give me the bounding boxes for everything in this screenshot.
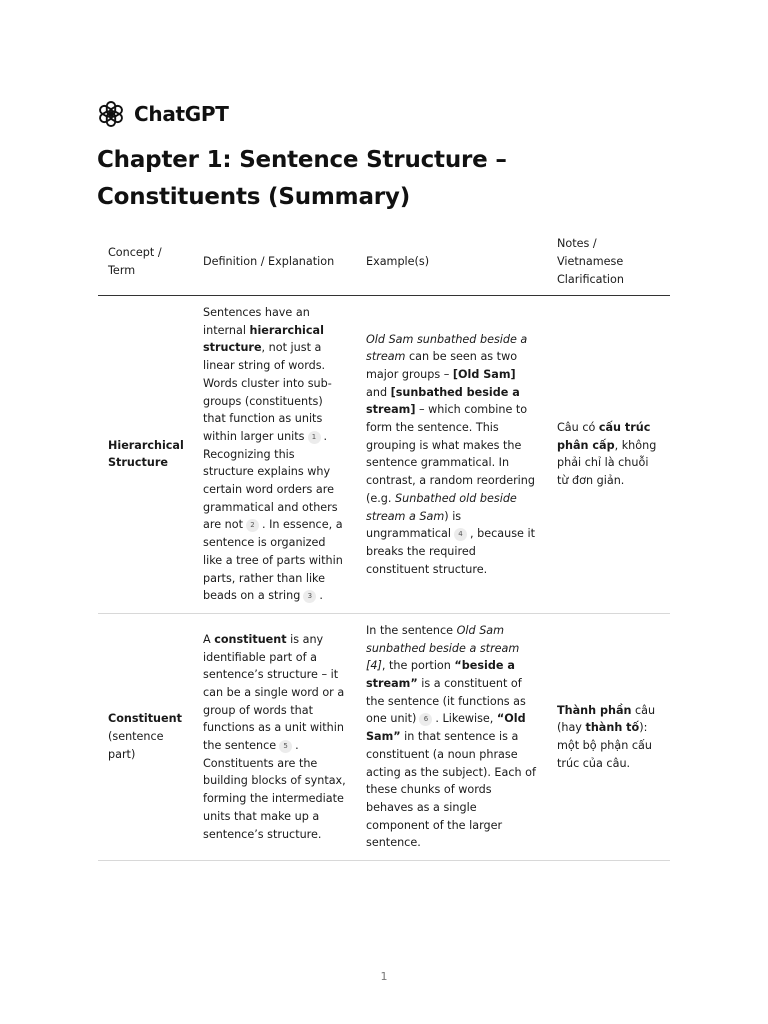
text-run: In the sentence xyxy=(366,623,457,637)
notes-cell xyxy=(547,613,670,860)
example-cell xyxy=(356,613,547,860)
text-run: and xyxy=(366,385,391,399)
bold-run: [sunbathed beside a stream] xyxy=(366,385,520,417)
text-run: , không phải chỉ là chuỗi từ đơn giản. xyxy=(557,438,657,488)
brand-header xyxy=(97,100,229,128)
text-run: câu (hay xyxy=(557,703,656,735)
citation-badge[interactable]: 3 xyxy=(303,590,316,603)
italic-run: Old Sam sunbathed beside a stream xyxy=(366,332,528,364)
text-run: , the portion xyxy=(381,659,455,673)
bold-run: hierarchical structure xyxy=(203,323,324,355)
text-run: Câu có xyxy=(557,421,599,435)
term-sublabel: (sentence part) xyxy=(108,730,164,761)
openai-logo-icon xyxy=(97,100,125,128)
text-run: in that sentence is a constituent (a noun phrase acting as the subject). Each of these chunks of words behaves as a single component of the larger sentence. xyxy=(366,730,536,850)
definition-cell xyxy=(193,296,356,614)
bold-run: “Old Sam” xyxy=(366,712,526,744)
italic-run: Sunbathed old beside stream a Sam xyxy=(366,491,517,523)
table-row xyxy=(98,296,670,614)
header-term: Concept / Term xyxy=(98,231,193,296)
text-run: , because it breaks the required constituent structure. xyxy=(366,527,535,576)
bold-run: constituent xyxy=(214,632,287,646)
text-run: . Constituents are the building blocks of syntax, forming the intermediate units that make up a sentence’s structure. xyxy=(203,739,346,841)
page-title: Chapter 1: Sentence Structure – Constituents (Summary) xyxy=(97,147,507,210)
bold-run: thành tố xyxy=(585,721,640,735)
text-run: is any identifiable part of a sentence’s structure – it can be a single word or a group of words that functions as a unit within the sentence xyxy=(203,632,345,753)
term-cell xyxy=(98,296,193,614)
text-run: . In essence, a sentence is organized like a tree of parts within parts, rather than like beads on a string xyxy=(203,518,343,603)
citation-badge[interactable]: 6 xyxy=(419,713,432,726)
text-run: is a constituent of the sentence (it functions as one unit) xyxy=(366,677,526,726)
table-header-row xyxy=(98,231,670,296)
term-cell xyxy=(98,613,193,860)
bold-run: cấu trúc phân cấp xyxy=(557,421,651,452)
term-label: Hierarchical Structure xyxy=(108,438,184,470)
citation-badge[interactable]: 4 xyxy=(454,528,467,541)
table-row xyxy=(98,613,670,860)
text-run: – which combine to form the sentence. This grouping is what makes the sentence grammatical. In contrast, a random reordering (e.g. xyxy=(366,403,535,505)
bold-run: Thành phần xyxy=(557,703,632,717)
text-run: Sentences have an internal xyxy=(203,306,310,337)
summary-table xyxy=(98,231,670,861)
notes-cell xyxy=(547,296,670,614)
text-run: . Likewise, xyxy=(435,712,497,726)
citation-badge[interactable]: 5 xyxy=(279,740,292,753)
text-run: . Recognizing this structure explains why certain word orders are grammatical and others are not xyxy=(203,429,338,532)
text-run: ) is ungrammatical xyxy=(366,509,462,541)
citation-badge[interactable]: 1 xyxy=(308,431,321,444)
text-run: A xyxy=(203,632,215,646)
bold-run: “beside a stream” xyxy=(366,659,515,691)
text-run: . xyxy=(319,589,323,603)
brand-name: ChatGPT xyxy=(134,102,229,126)
header-notes: Notes / Vietnamese Clarification xyxy=(547,231,670,296)
text-run: can be seen as two major groups – xyxy=(366,350,518,381)
italic-run: Old Sam sunbathed beside a stream [4] xyxy=(366,623,520,673)
header-example: Example(s) xyxy=(356,231,547,296)
citation-badge[interactable]: 2 xyxy=(246,519,259,532)
term-label: Constituent xyxy=(108,712,182,726)
header-definition: Definition / Explanation xyxy=(193,231,356,296)
text-run: ): một bộ phận cấu trúc của câu. xyxy=(557,721,652,770)
page-number: 1 xyxy=(380,970,388,983)
definition-cell xyxy=(193,613,356,860)
example-cell xyxy=(356,296,547,614)
text-run: , not just a linear string of words. Words cluster into sub-groups (constituents) that function as units within larger units xyxy=(203,341,332,443)
bold-run: [Old Sam] xyxy=(452,367,516,381)
